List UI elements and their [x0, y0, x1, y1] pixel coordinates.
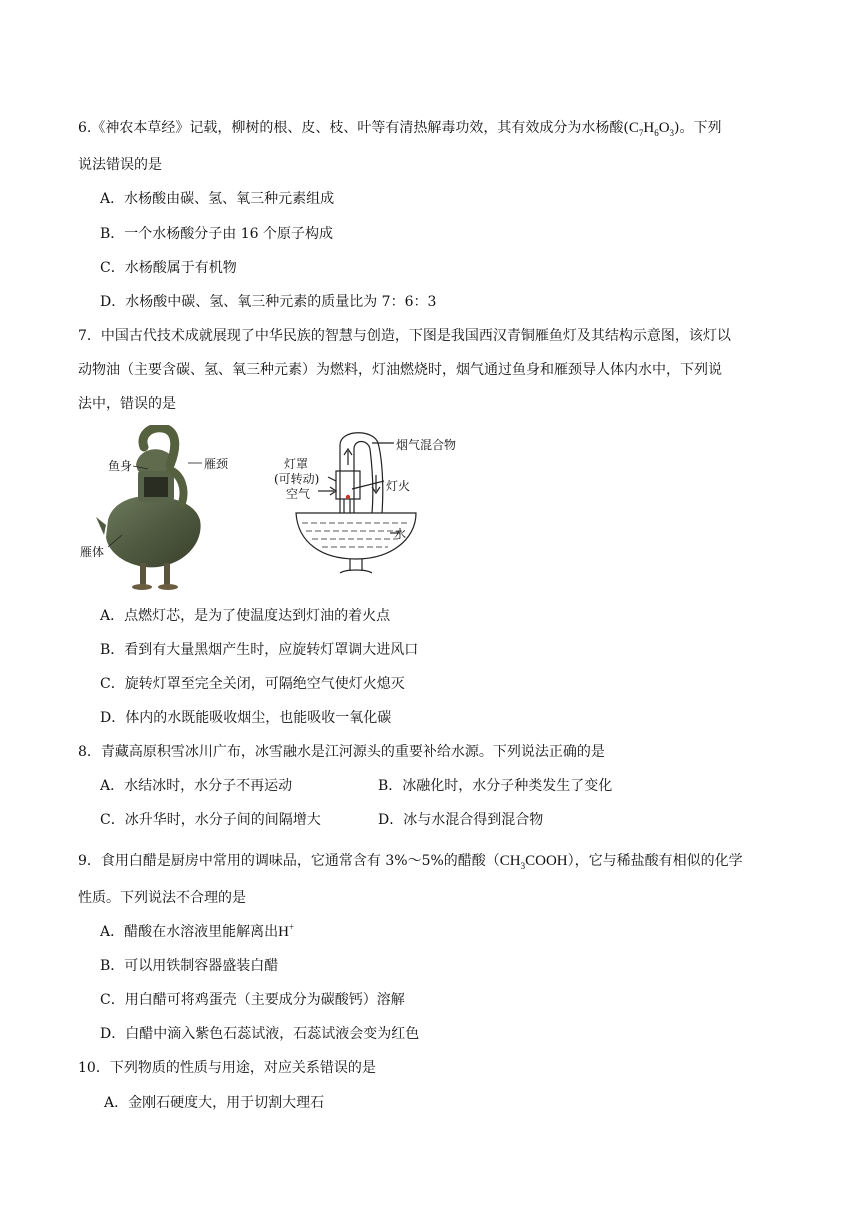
q7-stem-line1: 7．中国古代技术成就展现了中华民族的智慧与创造，下图是我国西汉青铜雁鱼灯及其结构示意图，该灯以	[78, 328, 731, 344]
q7-stem-line3: 法中，错误的是	[78, 396, 176, 412]
q9-stem-tail: ），它与稀盐酸有相似的化学	[567, 853, 743, 869]
q7-stem-line2: 动物油（主要含碳、氢、氧三种元素）为燃料，灯油燃烧时，烟气通过鱼身和雁颈导人体内水中，下列说	[78, 362, 722, 378]
q6-option-a: A．水杨酸由碳、氢、氧三种元素组成	[100, 191, 335, 207]
q9-option-d: D．白醋中滴入紫色石蕊试液，石蕊试液会变为红色	[100, 1026, 420, 1042]
q8-option-a: A．水结冰时，水分子不再运动	[100, 778, 293, 794]
q7-option-d: D．体内的水既能吸收烟尘，也能吸收一氧化碳	[100, 710, 392, 726]
hydrogen-ion: H+	[278, 922, 295, 940]
q10-option-a: A．金刚石硬度大，用于切割大理石	[104, 1095, 325, 1111]
label-goose-neck: 雁颈	[204, 457, 229, 471]
q8-option-d: D．冰与水混合得到混合物	[378, 812, 544, 828]
q10-stem: 10．下列物质的性质与用途，对应关系错误的是	[78, 1060, 376, 1076]
q9-stem-line1	[78, 851, 743, 871]
q9-option-c: C．用白醋可将鸡蛋壳（主要成分为碳酸钙）溶解	[100, 992, 405, 1008]
q6-stem-line1	[78, 118, 722, 138]
salicylic-acid-formula: $C_7H_6O_3$	[628, 120, 675, 138]
q8-stem: 8．青藏高原积雪冰川广布，冰雪融水是江河源头的重要补给水源。下列说法正确的是	[78, 744, 605, 760]
label-water: 水	[394, 527, 407, 541]
label-air: 空气	[286, 487, 311, 501]
q9-stem-text: 9．食用白醋是厨房中常用的调味品，它通常含有 3%～5%的醋酸（	[78, 853, 500, 869]
label-rotatable: (可转动)	[274, 472, 320, 486]
q6-option-c: C．水杨酸属于有机物	[100, 260, 237, 276]
label-fish-body: 鱼身	[108, 459, 133, 473]
q9-option-b: B．可以用铁制容器盛装白醋	[100, 958, 279, 974]
label-smoke-mixture: 烟气混合物	[396, 438, 457, 452]
goose-fish-lamp-figure	[78, 425, 478, 595]
q6-stem-tail: )。下列	[674, 120, 722, 136]
q6-stem-line2: 说法错误的是	[78, 157, 162, 173]
q7-option-b: B．看到有大量黑烟产生时，应旋转灯罩调大进风口	[100, 642, 419, 658]
q6-option-b: B．一个水杨酸分子由 16 个原子构成	[100, 226, 334, 242]
acetic-acid-formula: $CH_3COOH$	[499, 853, 568, 871]
q8-option-b: B．冰融化时，水分子种类发生了变化	[378, 778, 613, 794]
label-flame: 灯火	[386, 479, 411, 493]
q6-stem-text: 6.《神农本草经》记载，柳树的根、皮、枝、叶等有清热解毒功效，其有效成分为水杨酸(	[78, 120, 629, 136]
q9-option-a: A．醋酸在水溶液里能解离出H+	[100, 922, 295, 940]
label-goose-body: 雁体	[80, 545, 105, 559]
q7-option-a: A．点燃灯芯，是为了使温度达到灯油的着火点	[100, 608, 391, 624]
q9-stem-line2: 性质。下列说法不合理的是	[78, 890, 246, 906]
q6-option-d: D．水杨酸中碳、氢、氧三种元素的质量比为 7：6：3	[100, 294, 437, 310]
q8-option-c: C．冰升华时，水分子间的间隔增大	[100, 812, 321, 828]
q7-option-c: C．旋转灯罩至完全关闭，可隔绝空气使灯火熄灭	[100, 676, 405, 692]
label-lamp-shade: 灯罩	[284, 457, 309, 471]
